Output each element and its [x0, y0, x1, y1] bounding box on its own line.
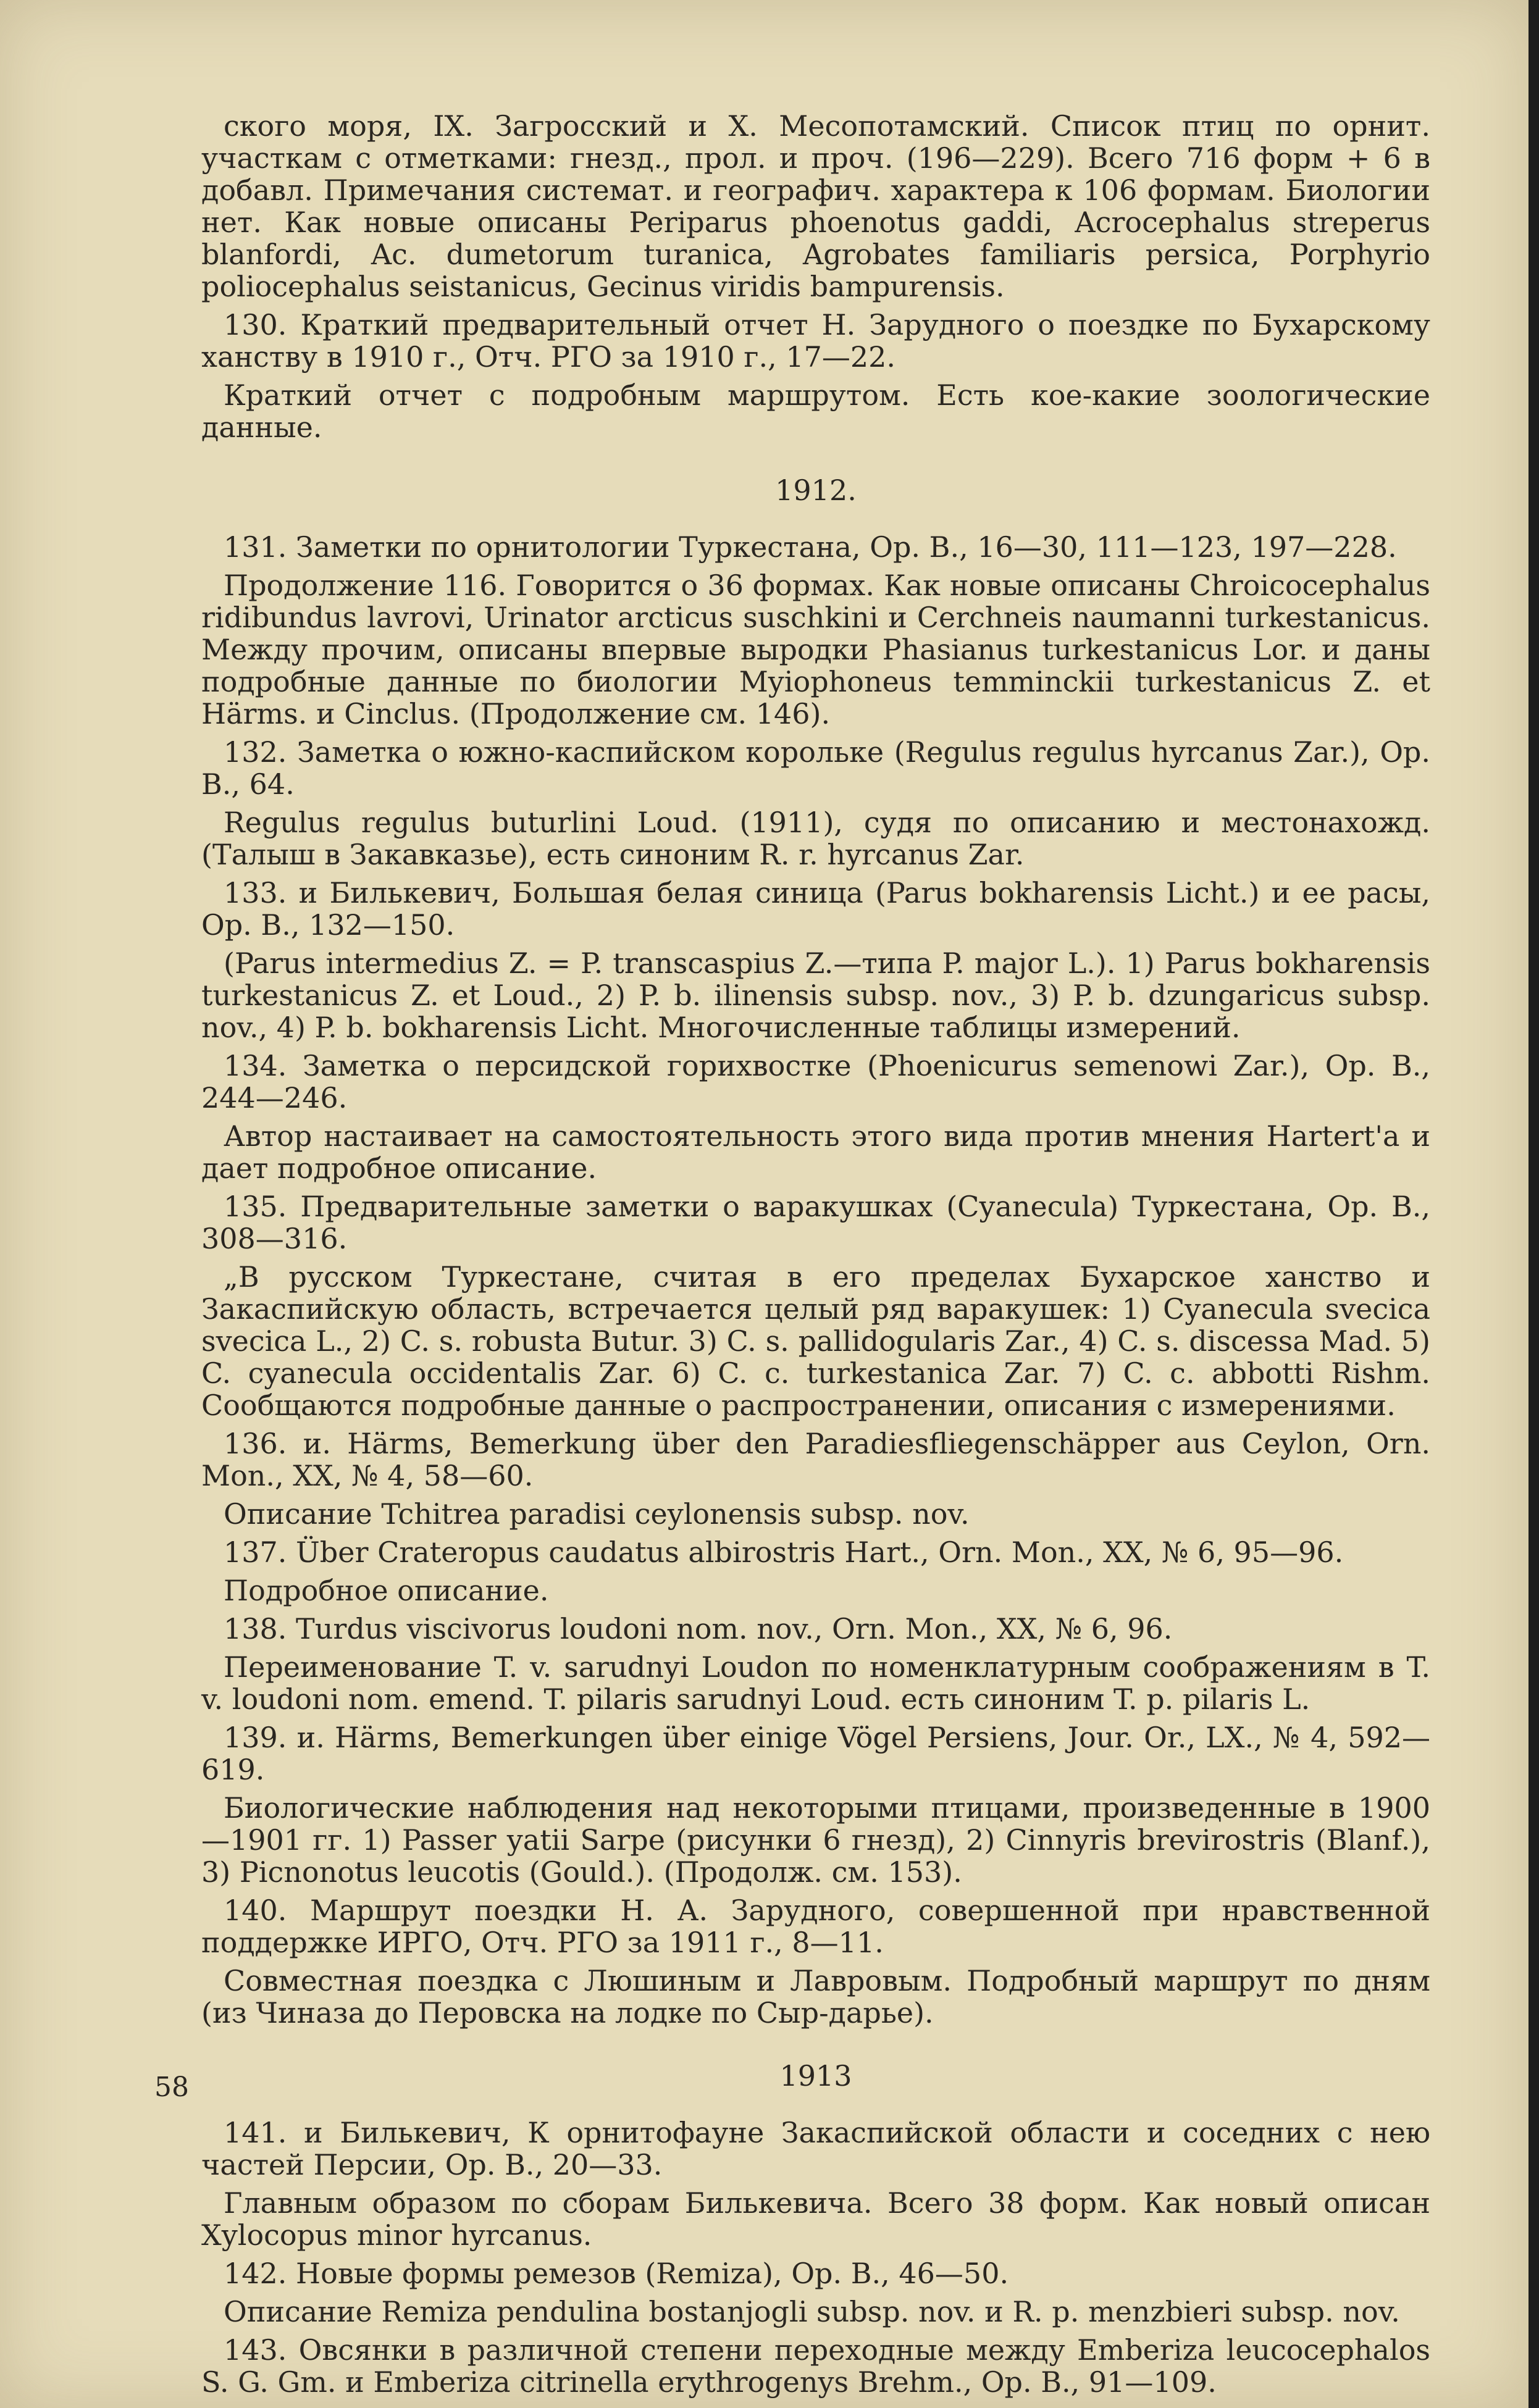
paragraph: Regulus regulus buturlini Loud. (1911), судя по описанию и местонахожд. (Талыш в Закавказье), есть синоним R. r. hyrcanus Zar. [201, 806, 1430, 871]
paragraph: 137. Über Crateropus caudatus albirostris Hart., Orn. Mon., XX, № 6, 95—96. [224, 1536, 1344, 1569]
paragraph: 131. Заметки по орнитологии Туркестана, Ор. В., 16—30, 111—123, 197—228. [224, 530, 1397, 564]
page-text-body [201, 110, 1430, 2404]
paragraph: Краткий отчет с подробным маршрутом. Есть кое-какие зоологические данные. [201, 378, 1430, 444]
scan-edge [1529, 0, 1539, 2408]
paragraph: Совместная поездка с Люшиным и Лавровым. Подробный маршрут по дням (из Чиназа до Перовска на лодке по Сыр-дарье). [201, 1964, 1430, 2030]
paragraph: 143. Овсянки в различной степени переходные между Emberiza leucocephalos S. G. Gm. и Emberiza citrinella erythrogenys Brehm., Ор. В., 91—109. [201, 2333, 1430, 2399]
paragraph: Продолжение 116. Говорится о 36 формах. Как новые описаны Chroicocephalus ridibundus lavrovi, Urinator arcticus suschkini и Cerchneis naumanni turkestanicus. Между прочим, описаны впервые выродки Phasianus turkestanicus Lor. и даны подробные данные по биологии Myiophoneus temminckii turkestanicus Z. et Härms. и Cinclus. (Продолжение см. 146). [201, 569, 1430, 730]
paragraph: 133. и Билькевич, Большая белая синица (Parus bokharensis Licht.) и ее расы, Ор. В., 132—150. [201, 876, 1430, 942]
paragraph: Подробное описание. [224, 1574, 549, 1607]
paragraph: Переименование T. v. sarudnyi Loudon по номенклатурным соображениям в T. v. loudoni nom. emend. T. pilaris sarudnyi Loud. есть синоним T. p. pilaris L. [201, 1650, 1430, 1716]
paragraph: „В русском Туркестане, считая в его пределах Бухарское ханство и Закаспийскую область, встречается целый ряд варакушек: 1) Cyanecula svecica svecica L., 2) C. s. robusta Butur. 3) C. s. pallidogularis Zar., 4) C. s. discessa Mad. 5) C. cyanecula occidentalis Zar. 6) C. c. turkestanica Zar. 7) C. c. abbotti Rishm. Сообщаются подробные данные о распространении, описания с измерениями. [201, 1260, 1430, 1422]
paragraph: 132. Заметка о южно-каспийском корольке (Regulus regulus hyrcanus Zar.), Ор. В., 64. [201, 735, 1430, 801]
paragraph: 136. и. Härms, Bemerkung über den Paradiesfliegenschäpper aus Ceylon, Orn. Mon., XX, № 4, 58—60. [201, 1427, 1430, 1492]
year-heading: 1912. [775, 474, 857, 507]
paragraph: Главным образом по сборам Билькевича. Всего 38 форм. Как новый описан Xylocopus minor hyrcanus. [201, 2186, 1430, 2252]
year-heading: 1913 [779, 2059, 852, 2092]
paragraph: 134. Заметка о персидской горихвостке (Phoenicurus semenowi Zar.), Ор. В., 244—246. [201, 1049, 1430, 1114]
paragraph: 138. Turdus viscivorus loudoni nom. nov., Orn. Mon., XX, № 6, 96. [224, 1612, 1173, 1645]
paragraph: 135. Предварительные заметки о варакушках (Cyanecula) Туркестана, Ор. В., 308—316. [201, 1190, 1430, 1255]
paragraph: (Parus intermedius Z. = P. transcaspius Z.—типа P. major L.). 1) Parus bokharensis turkestanicus Z. et Loud., 2) P. b. ilinensis subsp. nov., 3) P. b. dzungaricus subsp. nov., 4) P. b. bokharensis Licht. Многочисленные таблицы измерений. [201, 947, 1430, 1044]
paragraph: Описание Remiza pendulina bostanjogli subsp. nov. и R. p. menzbieri subsp. nov. [224, 2295, 1400, 2328]
paragraph: Биологические наблюдения над некоторыми птицами, произведенные в 1900—1901 гг. 1) Passer yatii Sarpe (рисунки 6 гнезд), 2) Cinnyris brevirostris (Blanf.), 3) Picnonotus leucotis (Gould.). (Продолж. см. 153). [201, 1791, 1430, 1889]
paragraph: Автор настаивает на самостоятельность этого вида против мнения Hartert'a и дает подробное описание. [201, 1119, 1430, 1185]
paragraph: ского моря, IX. Загросский и X. Месопотамский. Список птиц по орнит. участкам с отметками: гнезд., прол. и проч. (196—229). Всего 716 форм + 6 в добавл. Примечания системат. и географич. характера к 106 формам. Биологии нет. Как новые описаны Periparus phoenotus gaddi, Acrocephalus streperus blanfordi, Ac. dumetorum turanica, Agrobates familiaris persica, Porphyrio poliocephalus seistanicus, Gecinus viridis bampurensis. [201, 109, 1430, 303]
paragraph: 142. Новые формы ремезов (Remiza), Ор. В., 46—50. [224, 2257, 1009, 2290]
paragraph: Описание Tchitrea paradisi ceylonensis subsp. nov. [224, 1497, 970, 1531]
paragraph: 140. Маршрут поездки Н. А. Зарудного, совершенной при нравственной поддержке ИРГО, Отч. РГО за 1911 г., 8—11. [201, 1894, 1430, 1959]
paragraph: 130. Краткий предварительный отчет Н. Зарудного о поездке по Бухарскому ханству в 1910 г., Отч. РГО за 1910 г., 17—22. [201, 308, 1430, 374]
paragraph: 141. и Билькевич, К орнитофауне Закаспийской области и соседних с нею частей Персии, Ор. В., 20—33. [201, 2116, 1430, 2181]
paragraph: 139. и. Härms, Bemerkungen über einige Vögel Persiens, Jour. Or., LX., № 4, 592—619. [201, 1721, 1430, 1786]
page-number: 58 [154, 2071, 189, 2103]
